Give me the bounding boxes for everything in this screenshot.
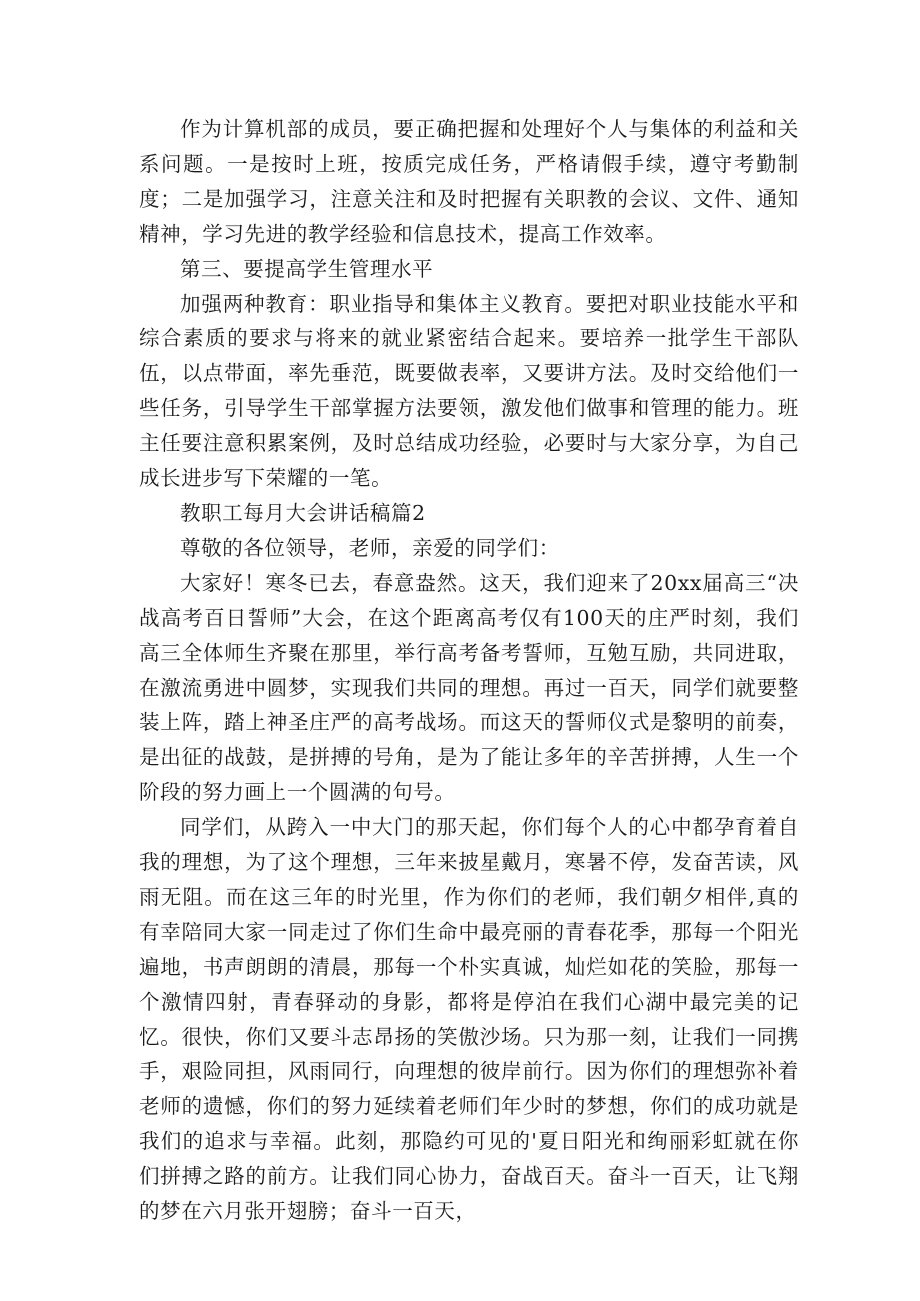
salutation: 尊敬的各位领导，老师，亲爱的同学们：: [180, 535, 560, 560]
paragraph-computer-dept-duties: 作为计算机部的成员，要正确把握和处理好个人与集体的利益和关系问题。一是按时上班，按质完成任务，严格请假手续，遵守考勤制度；二是加强学习，注意关注和及时把握有关职教的会议、文件、通知精神，学习先进的教学经验和信息技术，提高工作效率。: [139, 117, 799, 246]
article-title-speech-2: 教职工每月大会讲话稿篇2: [180, 500, 426, 525]
paragraph-students-address: 同学们，从跨入一中大门的那天起，你们每个人的心中都孕育着自我的理想，为了这个理想，三年来披星戴月，寒暑不停，发奋苦读，风雨无阻。而在这三年的时光里，作为你们的老师，我们朝夕相伴,真的有幸陪同大家一同走过了你们生命中最亮丽的青春花季，那每一个阳光遍地，书声朗朗的清晨，那每一个朴实真诚，灿烂如花的笑脸，那每一个激情四射，青春驿动的身影，都将是停泊在我们心湖中最完美的记忆。很快，你们又要斗志昂扬的笑傲沙场。只为那一刻，让我们一同携手，艰险同担，风雨同行，向理想的彼岸前行。因为你们的理想弥补着老师的遗憾，你们的努力延续着老师们年少时的梦想，你们的成功就是我们的追求与幸福。此刻，那隐约可见的'夏日阳光和绚丽彩虹就在你们拼搏之路的前方。让我们同心协力，奋战百天。奋斗一百天，让飞翔的梦在六月张开翅膀；奋斗一百天，: [139, 815, 799, 1224]
paragraph-two-educations: 加强两种教育：职业指导和集体主义教育。要把对职业技能水平和综合素质的要求与将来的就业紧密结合起来。要培养一批学生干部队伍，以点带面，率先垂范，既要做表率，又要讲方法。及时交给他们一些任务，引导学生干部掌握方法要领，激发他们做事和管理的能力。班主任要注意积累案例，及时总结成功经验，必要时与大家分享，为自己成长进步写下荣耀的一笔。: [139, 291, 799, 491]
paragraph-rally-opening: 大家好！寒冬已去，春意盎然。这天，我们迎来了20xx届高三“决战高考百日誓师”大会，在这个距离高考仅有100天的庄严时刻，我们高三全体师生齐聚在那里，举行高考备考誓师，互勉互励，共同进取，在激流勇进中圆梦，实现我们共同的理想。再过一百天，同学们就要整装上阵，踏上神圣庄严的高考战场。而这天的誓师仪式是黎明的前奏，是出征的战鼓，是拼搏的号角，是为了能让多年的辛苦拼搏，人生一个阶段的努力画上一个圆满的句号。: [139, 570, 799, 805]
section-heading-student-management: 第三、要提高学生管理水平: [180, 256, 434, 281]
document-body: [139, 112, 799, 1229]
